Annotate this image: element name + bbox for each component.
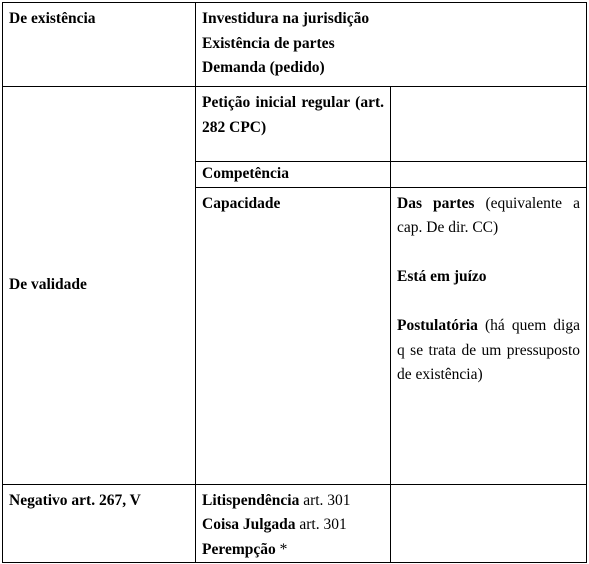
row-label-validade: De validade: [3, 87, 196, 485]
postulatoria-note: (há quem diga q se trata de um pressuposto de existência): [397, 317, 580, 383]
negativo-item: Coisa Julgada art. 301: [202, 516, 347, 533]
row-label-existencia: De existência: [3, 3, 196, 87]
negativo-item: Litispendência art. 301: [202, 491, 351, 509]
negativo-item: Perempção *: [202, 540, 288, 558]
capacidade-detail-cell: [391, 187, 587, 484]
existencia-item: Existência de partes: [202, 34, 335, 52]
document-page: [2, 2, 587, 563]
empty-cell: [391, 484, 587, 563]
pressupostos-table: [2, 2, 587, 563]
partes-label: Das partes: [397, 194, 475, 212]
postulatoria-label: Postulatória: [397, 317, 478, 334]
existencia-item: Demanda (pedido): [202, 59, 325, 76]
table-row: [3, 3, 587, 87]
existencia-items-cell: [196, 3, 587, 87]
row-label-negativo: Negativo art. 267, V: [3, 484, 196, 563]
competencia-cell: Competência: [196, 162, 391, 188]
existencia-item: Investidura na jurisdição: [202, 10, 370, 27]
empty-cell: [391, 87, 587, 162]
juizo-label: Está em juízo: [397, 268, 487, 285]
capacidade-cell: Capacidade: [196, 187, 391, 484]
peticao-cell: Petição inicial regular (art. 282 CPC): [196, 87, 391, 162]
empty-cell: [391, 162, 587, 188]
negativo-items-cell: [196, 484, 391, 563]
partes-note: (equivalente a cap. De dir. CC): [397, 194, 580, 236]
table-row: [3, 484, 587, 563]
table-row: [3, 87, 587, 162]
